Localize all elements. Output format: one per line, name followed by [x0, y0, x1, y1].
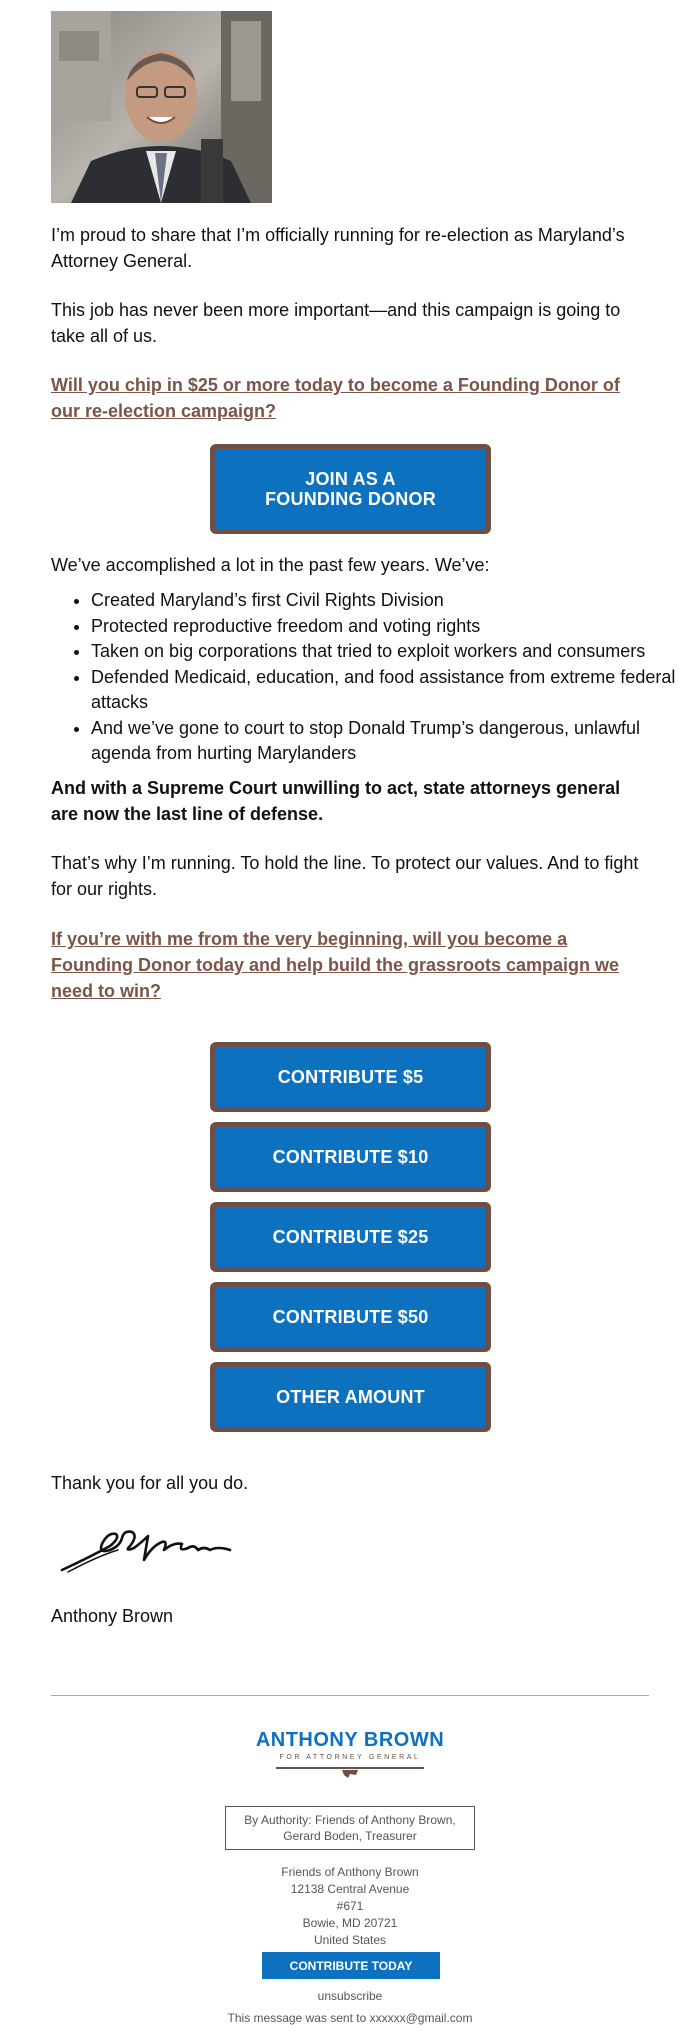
accomplishments-lead: We’ve accomplished a lot in the past few years. We’ve:: [51, 555, 490, 575]
list-item: • Protected reproductive freedom and voting rights: [91, 614, 691, 640]
sent-to-line: [150, 2010, 550, 2027]
address-line: United States: [313, 1933, 387, 1947]
address-line: Friends of Anthony Brown: [281, 1865, 419, 1879]
grassroots-ask-link[interactable]: If you’re with me from the very beginning, will you become a Founding Donor today and help build the grassroots campaign we need to win?: [51, 929, 620, 1001]
accomplishments-list: [51, 588, 691, 767]
contribute-10-button[interactable]: CONTRIBUTE $10: [210, 1122, 491, 1192]
mailing-address: [200, 1864, 500, 1949]
contribute-25-button[interactable]: CONTRIBUTE $25: [210, 1202, 491, 1272]
founding-donor-ask-link[interactable]: Will you chip in $25 or more today to become a Founding Donor of our re-election campaign?: [51, 375, 620, 421]
contribute-5-button[interactable]: CONTRIBUTE $5: [210, 1042, 491, 1112]
logo-subtitle: FOR ATTORNEY GENERAL: [279, 1754, 421, 1761]
list-item: • Taken on big corporations that tried to exploit workers and consumers: [91, 639, 691, 665]
recipient-email: xxxxxx@gmail.com: [369, 2011, 473, 2025]
list-item: • And we’ve gone to court to stop Donald Trump’s dangerous, unlawful agenda from hurting Marylanders: [91, 716, 691, 767]
intro-paragraph-2: This job has never been more important—and this campaign is going to take all of us.: [51, 300, 621, 346]
candidate-photo: [51, 11, 272, 203]
footer-divider: [51, 1695, 649, 1696]
list-item: • Created Maryland’s first Civil Rights Division: [91, 588, 691, 614]
address-line: #671: [336, 1899, 364, 1913]
authority-box: [225, 1806, 475, 1850]
logo-name: ANTHONY BROWN: [255, 1729, 445, 1751]
contribute-50-button[interactable]: CONTRIBUTE $50: [210, 1282, 491, 1352]
intro-paragraph-1: I’m proud to share that I’m officially running for re-election as Maryland’s Attorney General.: [51, 225, 625, 271]
sent-to-prefix: This message was sent to: [227, 2011, 370, 2025]
why-running-paragraph: That’s why I’m running. To hold the line. To protect our values. And to fight for our rights.: [51, 853, 639, 899]
unsubscribe-link[interactable]: unsubscribe: [317, 1989, 383, 2003]
other-amount-button[interactable]: OTHER AMOUNT: [210, 1362, 491, 1432]
campaign-logo: [250, 1728, 450, 1784]
join-founding-donor-button[interactable]: JOIN AS A FOUNDING DONOR: [210, 444, 491, 534]
authority-text: By Authority: Friends of Anthony Brown, Gerard Boden, Treasurer: [244, 1813, 456, 1843]
supreme-court-statement: And with a Supreme Court unwilling to act, state attorneys general are now the last line of defense.: [51, 778, 621, 824]
signature: [58, 1520, 238, 1574]
thank-you-text: Thank you for all you do.: [51, 1473, 249, 1493]
address-line: 12138 Central Avenue: [290, 1882, 410, 1896]
list-item: • Defended Medicaid, education, and food assistance from extreme federal attacks: [91, 665, 691, 716]
contribute-today-button[interactable]: CONTRIBUTE TODAY: [262, 1952, 440, 1979]
address-line: Bowie, MD 20721: [302, 1916, 398, 1930]
signer-name: Anthony Brown: [51, 1606, 174, 1626]
